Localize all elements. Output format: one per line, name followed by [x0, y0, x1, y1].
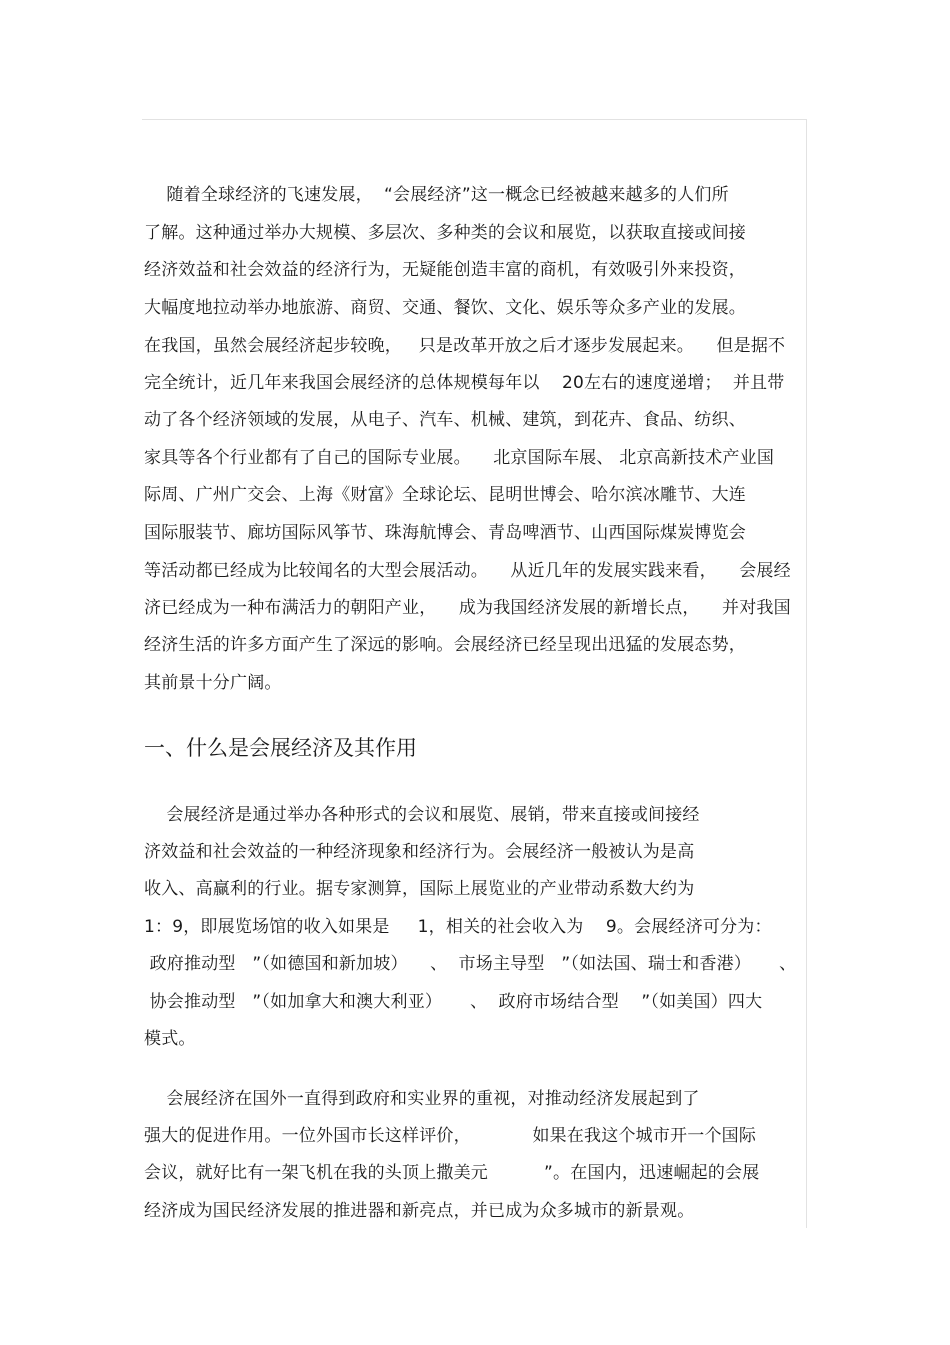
section-para-line: 会展经济在国外一直得到政府和实业界的重视，对推动经济发展起到了: [144, 1089, 700, 1109]
intro-line: 了解。这种通过举办大规模、多层次、多种类的会议和展览，以获取直接或间接: [144, 223, 746, 243]
section-para-line: 经济成为国民经济发展的推进器和新亮点，并已成为众多城市的新景观。: [144, 1201, 695, 1221]
intro-line: 等活动都已经成为比较闻名的大型会展活动。 从近几年的发展实践来看， 会展经: [144, 561, 791, 581]
intro-line: 济已经成为一种布满活力的朝阳产业， 成为我国经济发展的新增长点， 并对我国: [144, 598, 791, 618]
section-para-line: 会展经济是通过举办各种形式的会议和展览、展销，带来直接或间接经: [144, 805, 700, 825]
intro-line: 在我国，虽然会展经济起步较晚， 只是改革开放之后才逐步发展起来。 但是据不: [144, 336, 786, 356]
section-para-line: 会议，就好比有一架飞机在我的头顶上撒美元 ”。在国内，迅速崛起的会展: [144, 1163, 760, 1183]
intro-line: 其前景十分广阔。: [144, 673, 282, 693]
section-para-line: 模式。: [144, 1029, 196, 1049]
intro-line: 国际服装节、廊坊国际风筝节、珠海航博会、青岛啤酒节、山西国际煤炭博览会: [144, 523, 746, 543]
section-para-line: 收入、高赢利的行业。据专家测算，国际上展览业的产业带动系数大约为: [144, 879, 695, 899]
section-para-line: 政府推动型 ”（如德国和新加坡） 、 市场主导型 ”（如法国、瑞士和香港） 、: [144, 954, 797, 974]
section-para-line: 济效益和社会效益的一种经济现象和经济行为。会展经济一般被认为是高: [144, 842, 695, 862]
intro-line: 经济生活的许多方面产生了深远的影响。会展经济已经呈现出迅猛的发展态势，: [144, 635, 746, 655]
intro-line: 动了各个经济领域的发展，从电子、汽车、机械、建筑，到花卉、食品、纺织、: [144, 410, 746, 430]
section-para-line: 强大的促进作用。一位外国市长这样评价， 如果在我这个城市开一个国际: [144, 1126, 757, 1146]
section-para-line: 1：9，即展览场馆的收入如果是 1，相关的社会收入为 9。会展经济可分为：: [144, 917, 772, 937]
intro-line: 家具等各个行业都有了自己的国际专业展。 北京国际车展、 北京高新技术产业国: [144, 448, 775, 468]
intro-line: 大幅度地拉动举办地旅游、商贸、交通、餐饮、文化、娱乐等众多产业的发展。: [144, 298, 746, 318]
intro-line: 随着全球经济的飞速发展， “会展经济”这一概念已经被越来越多的人们所: [144, 185, 729, 205]
intro-line: 经济效益和社会效益的经济行为，无疑能创造丰富的商机，有效吸引外来投资，: [144, 260, 746, 280]
intro-line: 完全统计，近几年来我国会展经济的总体规模每年以 20左右的速度递增； 并且带: [144, 373, 785, 393]
section-heading: 一、什么是会展经济及其作用: [144, 736, 417, 760]
intro-line: 际周、广州广交会、上海《财富》全球论坛、昆明世博会、哈尔滨冰雕节、大连: [144, 485, 746, 505]
section-para-line: 协会推动型 ”（如加拿大和澳大利亚） 、 政府市场结合型 ”（如美国）四大: [144, 992, 763, 1012]
